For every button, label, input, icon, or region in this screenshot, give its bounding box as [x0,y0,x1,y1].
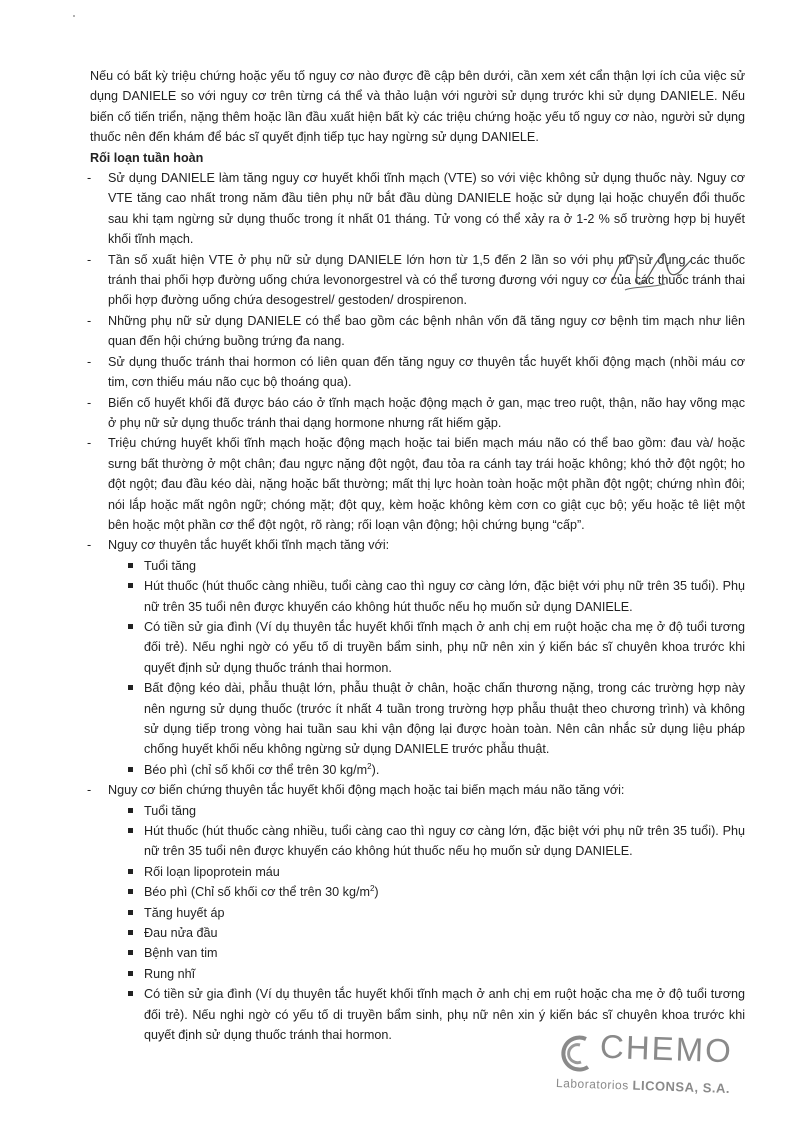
chemo-logo-icon [556,1033,596,1075]
arterial-risk-lead: Nguy cơ biến chứng thuyên tắc huyết khối động mạch hoặc tai biến mạch máu não tăng với: [108,783,625,798]
sub-list-item: Bệnh van tim [124,943,745,963]
signature-mark [605,240,695,300]
sub-list-item: Tăng huyết áp [124,903,745,923]
logo-subtitle-name: LICONSA, S.A. [632,1077,731,1097]
sub-list-item: Tuổi tăng [124,801,745,821]
logo-subtitle [556,1075,730,1096]
list-item: - Tần số xuất hiện VTE ở phụ nữ sử dụng DANIELE lớn hơn từ 1,5 đến 2 lần so với phụ nữ sử dụng các thuốc tránh thai phối hợp đường uống chứa levonorgestrel và có thể tương đương với nguy cơ của các thuốc tránh thai phối hợp đường uống chứa desogestrel/ gestoden/ drospirenon. [90,250,745,311]
superscript: 2 [369,884,375,894]
bmi-text-end: ). [371,762,380,777]
sub-list-item: Đau nửa đầu [124,923,745,943]
document-body [90,66,745,1046]
venous-risk-item [90,535,745,780]
list-item: - Sử dụng DANIELE làm tăng nguy cơ huyết khối tĩnh mạch (VTE) so với việc không sử dụng thuốc này. Nguy cơ VTE tăng cao nhất trong năm đầu tiên phụ nữ bắt đầu dùng DANIELE hoặc sử dụng lại hoặc chuyển đổi thuốc sau khi tạm ngừng sử dụng thuốc trong ít nhất 01 tháng. Tử vong có thể xảy ra ở 1-2 % số trường hợp bị huyết khối tĩnh mạch. [90,168,745,250]
arterial-risk-item [90,780,745,1045]
sub-list-item: Có tiền sử gia đình (Ví dụ thuyên tắc huyết khối tĩnh mạch ở anh chị em ruột hoặc cha mẹ ở độ tuổi tương đối trẻ). Nếu nghi ngờ có yếu tố di truyền bẩm sinh, phụ nữ nên xin ý kiến bác sĩ chuyên khoa trước khi quyết định sử dụng thuốc tránh thai hormon. [124,984,745,1045]
list-item: - Biến cố huyết khối đã được báo cáo ở tĩnh mạch hoặc động mạch ở gan, mạc treo ruột, thận, não hay võng mạc ở phụ nữ sử dụng thuốc tránh thai dạng hormone nhưng rất hiếm gặp. [90,393,745,434]
sub-list-item: Hút thuốc (hút thuốc càng nhiều, tuổi càng cao thì nguy cơ càng lớn, đặc biệt với phụ nữ trên 35 tuổi). Phụ nữ trên 35 tuổi nên được khuyến cáo không hút thuốc nếu họ muốn sử dụng DANIELE. [124,576,745,617]
list-item: - Sử dụng thuốc tránh thai hormon có liên quan đến tăng nguy cơ thuyên tắc huyết khối động mạch (nhồi máu cơ tim, cơn thiếu máu não cục bộ thoáng qua). [90,352,745,393]
bmi-text-end: ) [374,885,379,900]
list-item: - Triệu chứng huyết khối tĩnh mạch hoặc động mạch hoặc tai biến mạch máu não có thể bao gồm: đau và/ hoặc sưng bất thường ở một chân; đau ngực nặng đột ngột, đau tỏa ra cánh tay trái hoặc không; khó thở đột ngột; ho đột ngột; đau đầu kéo dài, nặng hoặc bất thường; mất thị lực hoàn toàn hoặc một phần đột ngột; chứng nhìn đôi; nói lắp hoặc mất ngôn ngữ; chóng mặt; đột quỵ, kèm hoặc không kèm cơn co giật cục bộ; yếu hoặc tê liệt một bên hoặc một phần cơ thể đột ngột, rõ ràng; rối loạn vận động; hội chứng bụng “cấp”. [90,433,745,535]
logo-subtitle-prefix: Laboratorios [555,1075,633,1093]
bmi-text: Béo phì (chỉ số khối cơ thể trên 30 kg/m [144,762,368,777]
sub-list-item: Tuổi tăng [124,556,745,576]
sub-list-item [124,882,745,902]
superscript: 2 [367,761,372,771]
sub-list-item [124,760,745,780]
sub-list-item: Bất động kéo dài, phẫu thuật lớn, phẫu thuật ở chân, hoặc chấn thương nặng, trong các trường hợp này nên ngưng sử dụng thuốc (trước ít nhất 4 tuần trong trường hợp phẫu thuật theo chương trình) và không sử dụng tiếp trong vòng hai tuần sau khi vận động lại được hoàn toàn. Nên cân nhắc sử dụng liệu pháp chống huyết khối nếu không ngừng sử dụng DANIELE trước phẫu thuật. [124,678,745,760]
sub-list-item: Rung nhĩ [124,964,745,984]
chemo-logo: CHEMO [599,1027,734,1070]
section-heading: Rối loạn tuần hoàn [90,150,204,165]
list-item: - Những phụ nữ sử dụng DANIELE có thể bao gồm các bệnh nhân vốn đã tăng nguy cơ bệnh tim mạch như liên quan đến hội chứng buồng trứng đa nang. [90,311,745,352]
scan-speck [73,15,75,17]
sub-list-item: Rối loạn lipoprotein máu [124,862,745,882]
intro-paragraph: Nếu có bất kỳ triệu chứng hoặc yếu tố nguy cơ nào được đề cập bên dưới, cần xem xét cẩn thận lợi ích của việc sử dụng DANIELE so với nguy cơ trên từng cá thể và thảo luận với người sử dụng trước khi sử dụng DANIELE. Nếu biến cố tiến triển, nặng thêm hoặc lần đầu xuất hiện bất kỳ các triệu chứng hoặc yếu tố nguy cơ nào, người sử dụng thuốc nên đến khám để bác sĩ quyết định tiếp tục hay ngừng sử dụng DANIELE. [90,69,745,145]
arterial-risk-sublist [108,801,745,1046]
bmi-text: Béo phì (Chỉ số khối cơ thể trên 30 kg/m [144,885,370,900]
sub-list-item: Có tiền sử gia đình (Ví dụ thuyên tắc huyết khối tĩnh mạch ở anh chị em ruột hoặc cha mẹ ở độ tuổi tương đối trẻ). Nếu nghi ngờ có yếu tố di truyền bẩm sinh, phụ nữ nên xin ý kiến bác sĩ chuyên khoa trước khi quyết định sử dụng thuốc tránh thai hormon. [124,617,745,678]
venous-risk-lead: Nguy cơ thuyên tắc huyết khối tĩnh mạch tăng với: [108,538,390,553]
venous-risk-sublist [108,556,745,780]
sub-list-item: Hút thuốc (hút thuốc càng nhiều, tuổi càng cao thì nguy cơ càng lớn, đặc biệt với phụ nữ trên 35 tuổi). Phụ nữ trên 35 tuổi nên được khuyến cáo không hút thuốc nếu họ muốn sử dụng DANIELE. [124,821,745,862]
